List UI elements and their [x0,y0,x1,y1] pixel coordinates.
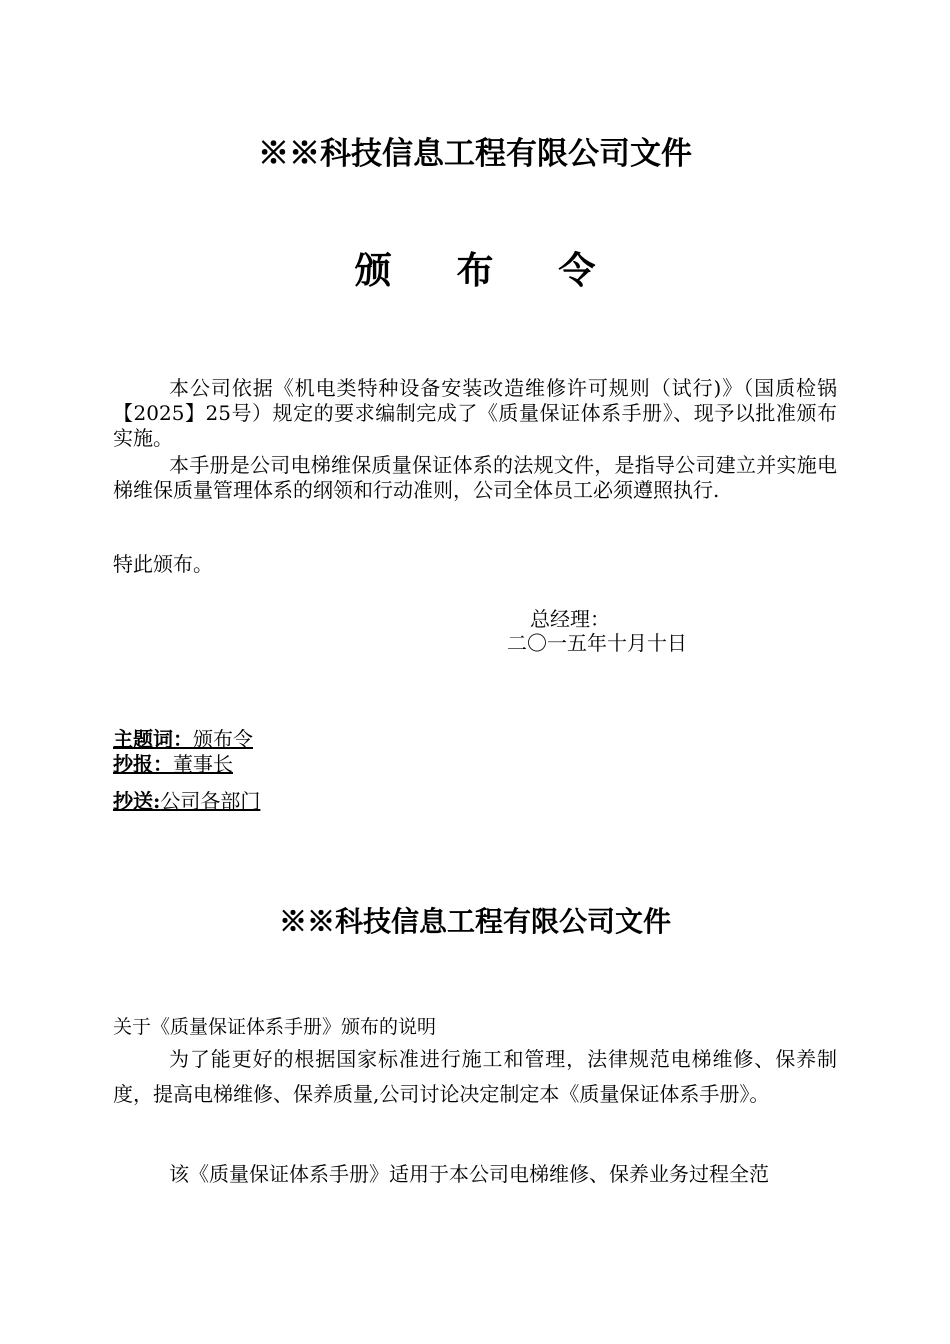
signature-date: 二〇一五年十月十日 [507,631,687,655]
cc-send [113,788,260,814]
cc-report-value: 董事长 [173,752,233,776]
second-paragraph-purpose: 为了能更好的根据国家标准进行施工和管理，法律规范电梯维修、保养制度，提高电梯维修、保养质量,公司讨论决定制定本《质量保证体系手册》。 [113,1047,837,1106]
cc-send-label: 抄送: [113,789,161,813]
company-file-title: ※※科技信息工程有限公司文件 [258,136,692,172]
promulgation-order-title: 颁 布 令 [354,248,622,292]
paragraph-manual-purpose: 本手册是公司电梯维保质量保证体系的法规文件，是指导公司建立并实施电梯维保质量管理体系的纲领和行动准则，公司全体员工必须遵照执行. [113,453,837,502]
subject-value: 颁布令 [193,727,253,751]
closing-line: 特此颁布。 [113,552,213,576]
cc-report-label: 抄报： [113,752,173,776]
paragraph-basis: 本公司依据《机电类特种设备安装改造维修许可规则（试行)》（国质检锅【2025】25号）规定的要求编制完成了《质量保证体系手册》、现予以批准颁布实施。 [113,376,837,450]
signature-label: 总经理： [530,607,610,631]
second-company-file-title: ※※科技信息工程有限公司文件 [278,905,671,938]
subject-keywords [113,726,658,752]
cc-report [113,751,233,777]
second-paragraph-scope: 该《质量保证体系手册》适用于本公司电梯维修、保养业务过程全范 [169,1162,769,1186]
cc-send-value: 公司各部门 [160,789,261,813]
subject-label: 主题词： [113,727,193,751]
second-subject-line: 关于《质量保证体系手册》颁布的说明 [113,1016,437,1038]
